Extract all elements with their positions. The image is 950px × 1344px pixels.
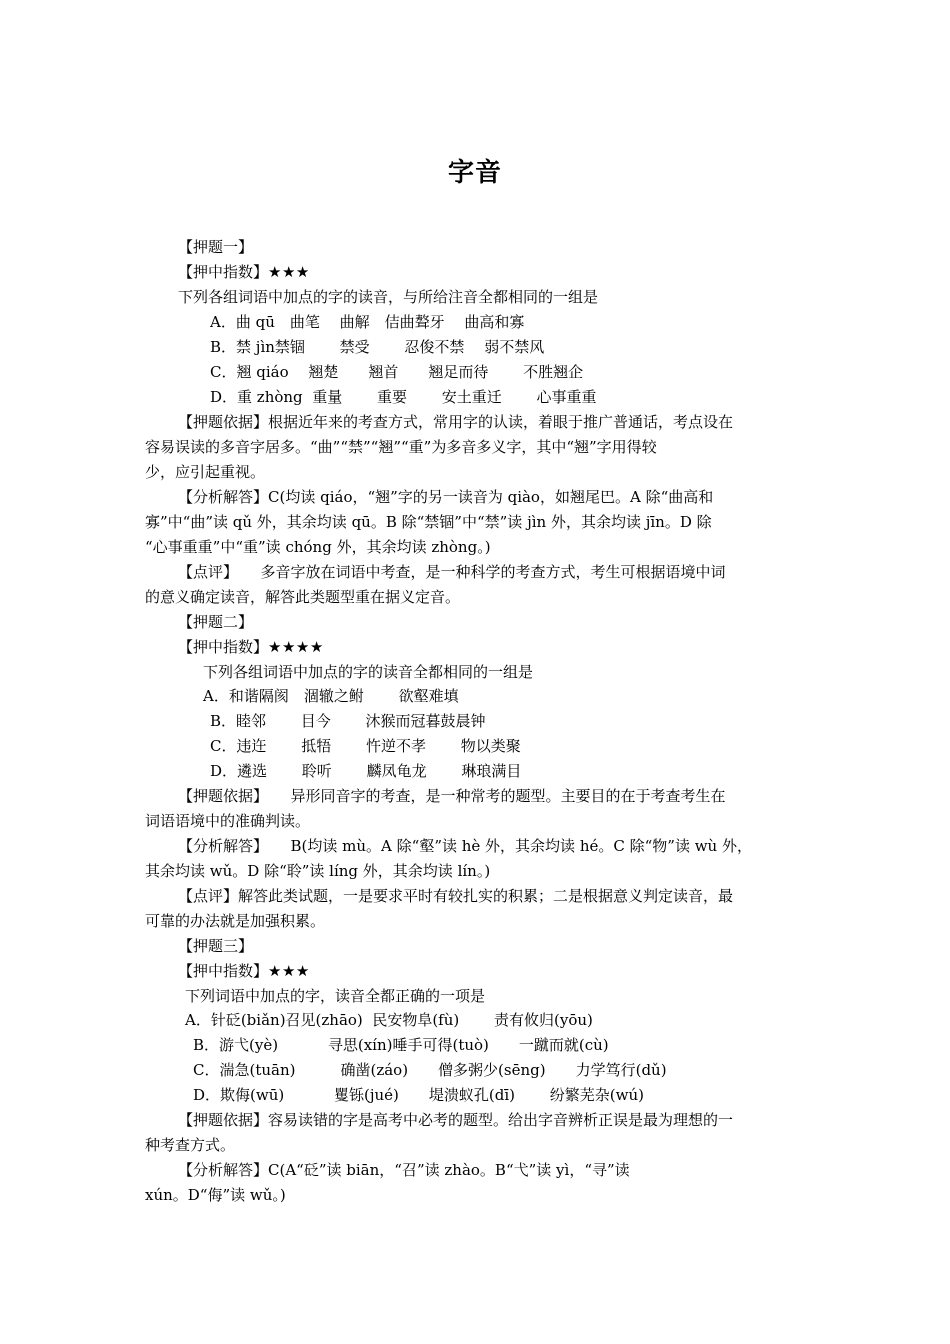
- q1-analysis-label: 【分析解答】: [178, 488, 269, 506]
- q2-comment-line: 解答此类试题，一是要求平时有较扎实的积累；二是根据意义判定读音，最: [238, 887, 734, 905]
- q3-basis-label: 【押题依据】: [178, 1111, 269, 1129]
- q3-stars: ★★★: [268, 962, 310, 980]
- q1-stem: 下列各组词语中加点的字的读音，与所给注音全都相同的一组是: [178, 288, 599, 306]
- q2-index-label: 【押中指数】: [178, 638, 269, 656]
- page-title: 字音: [447, 158, 502, 188]
- q1-analysis-line: 寡”中“曲”读 qǔ 外，其余均读 qū。B 除“禁锢”中“禁”读 jìn 外，其余均读 jīn。D 除: [145, 513, 712, 531]
- q3-option-b: B．游弋(yè) 寻思(xín)唾手可得(tuò) 一蹴而就(cù): [193, 1036, 609, 1054]
- q3-stem: 下列词语中加点的字，读音全都正确的一项是: [185, 987, 486, 1005]
- q3-analysis-row: [178, 1160, 630, 1180]
- q3-analysis-line: C(A“砭”读 biān，“召”读 zhào。B“弋”读 yì，“寻”读: [268, 1161, 630, 1179]
- q2-comment-row: [178, 886, 733, 906]
- q1-basis-line: 少，应引起重视。: [145, 463, 266, 481]
- q1-basis-label: 【押题依据】: [178, 413, 269, 431]
- q3-heading: 【押题三】: [178, 937, 254, 955]
- q2-option-b: B．睦邻 目今 沐猴而冠暮鼓晨钟: [210, 712, 486, 730]
- q1-heading: 【押题一】: [178, 238, 254, 256]
- q3-index-label: 【押中指数】: [178, 962, 269, 980]
- q3-analysis-line: xún。D“侮”读 wǔ。): [145, 1186, 286, 1204]
- q2-analysis-line: 其余均读 wǔ。D 除“聆”读 líng 外，其余均读 lín。): [145, 862, 491, 880]
- q3-option-a: A．针砭(biǎn)召见(zhāo) 民安物阜(fù) 责有攸归(yōu): [185, 1011, 593, 1029]
- q2-basis-line: 异形同音字的考查，是一种常考的题型。主要目的在于考查考生在: [260, 787, 726, 805]
- q1-option-b: B．禁 jìn禁锢 禁受 忍俊不禁 弱不禁风: [210, 338, 545, 356]
- q3-analysis-label: 【分析解答】: [178, 1161, 269, 1179]
- q1-basis-line: 根据近年来的考查方式，常用字的认读，着眼于推广普通话，考点设在: [268, 413, 734, 431]
- q2-stem: 下列各组词语中加点的字的读音全都相同的一组是: [203, 663, 534, 681]
- q1-index-label: 【押中指数】: [178, 263, 269, 281]
- q2-basis-label: 【押题依据】: [178, 787, 261, 805]
- q1-analysis-row: [178, 487, 713, 507]
- q1-index-row: [178, 262, 310, 282]
- q2-comment-line: 可靠的办法就是加强积累。: [145, 912, 326, 930]
- q1-basis-line: 容易误读的多音字居多。“曲”“禁”“翘”“重”为多音多义字，其中“翘”字用得较: [145, 438, 657, 456]
- q3-option-d: D．欺侮(wū) 矍铄(jué) 堤溃蚁孔(dī) 纷繁芜杂(wú): [193, 1086, 644, 1104]
- q2-basis-line: 词语语境中的准确判读。: [145, 812, 311, 830]
- q1-option-c: C．翘 qiáo 翘楚 翘首 翘足而待 不胜翘企: [210, 363, 584, 381]
- q1-option-d: D．重 zhòng 重量 重要 安土重迁 心事重重: [210, 388, 597, 406]
- q1-analysis-line: “心事重重”中“重”读 chóng 外，其余均读 zhòng。): [145, 538, 491, 556]
- q1-basis-row: [178, 412, 733, 432]
- q2-stars: ★★★★: [268, 638, 324, 656]
- q3-option-c: C．湍急(tuān) 确凿(záo) 僧多粥少(sēng) 力学笃行(dǔ): [193, 1061, 667, 1079]
- q2-comment-label: 【点评】: [178, 887, 239, 905]
- q2-heading: 【押题二】: [178, 613, 254, 631]
- q1-comment-line: 的意义确定读音，解答此类题型重在据义定音。: [145, 588, 461, 606]
- q1-option-a: A．曲 qū 曲笔 曲解 佶曲聱牙 曲高和寡: [210, 313, 525, 331]
- q3-basis-row: [178, 1110, 733, 1130]
- q2-analysis-row: [178, 836, 752, 856]
- q2-option-c: C．违迕 抵牾 忤逆不孝 物以类聚: [210, 737, 521, 755]
- q3-basis-line: 容易读错的字是高考中必考的题型。给出字音辨析正误是最为理想的一: [268, 1111, 734, 1129]
- q1-comment-label: 【点评】: [178, 563, 231, 581]
- q2-index-row: [178, 637, 324, 657]
- q2-analysis-line: B(均读 mù。A 除“壑”读 hè 外，其余均读 hé。C 除“物”读 wù 外，: [260, 837, 752, 855]
- q2-basis-row: [178, 786, 726, 806]
- q1-analysis-line: C(均读 qiáo，“翘”字的另一读音为 qiào，如翘尾巴。A 除“曲高和: [268, 488, 714, 506]
- q3-index-row: [178, 961, 310, 981]
- q1-stars: ★★★: [268, 263, 310, 281]
- q2-option-d: D．遴选 聆听 麟凤龟龙 琳琅满目: [210, 762, 522, 780]
- q3-basis-line: 种考查方式。: [145, 1136, 236, 1154]
- q2-option-a: A．和谐隔阂 涸辙之鲋 欲壑难填: [203, 687, 459, 705]
- q1-comment-line: 多音字放在词语中考查，是一种科学的考查方式，考生可根据语境中词: [230, 563, 726, 581]
- q1-comment-row: [178, 562, 726, 582]
- q2-analysis-label: 【分析解答】: [178, 837, 261, 855]
